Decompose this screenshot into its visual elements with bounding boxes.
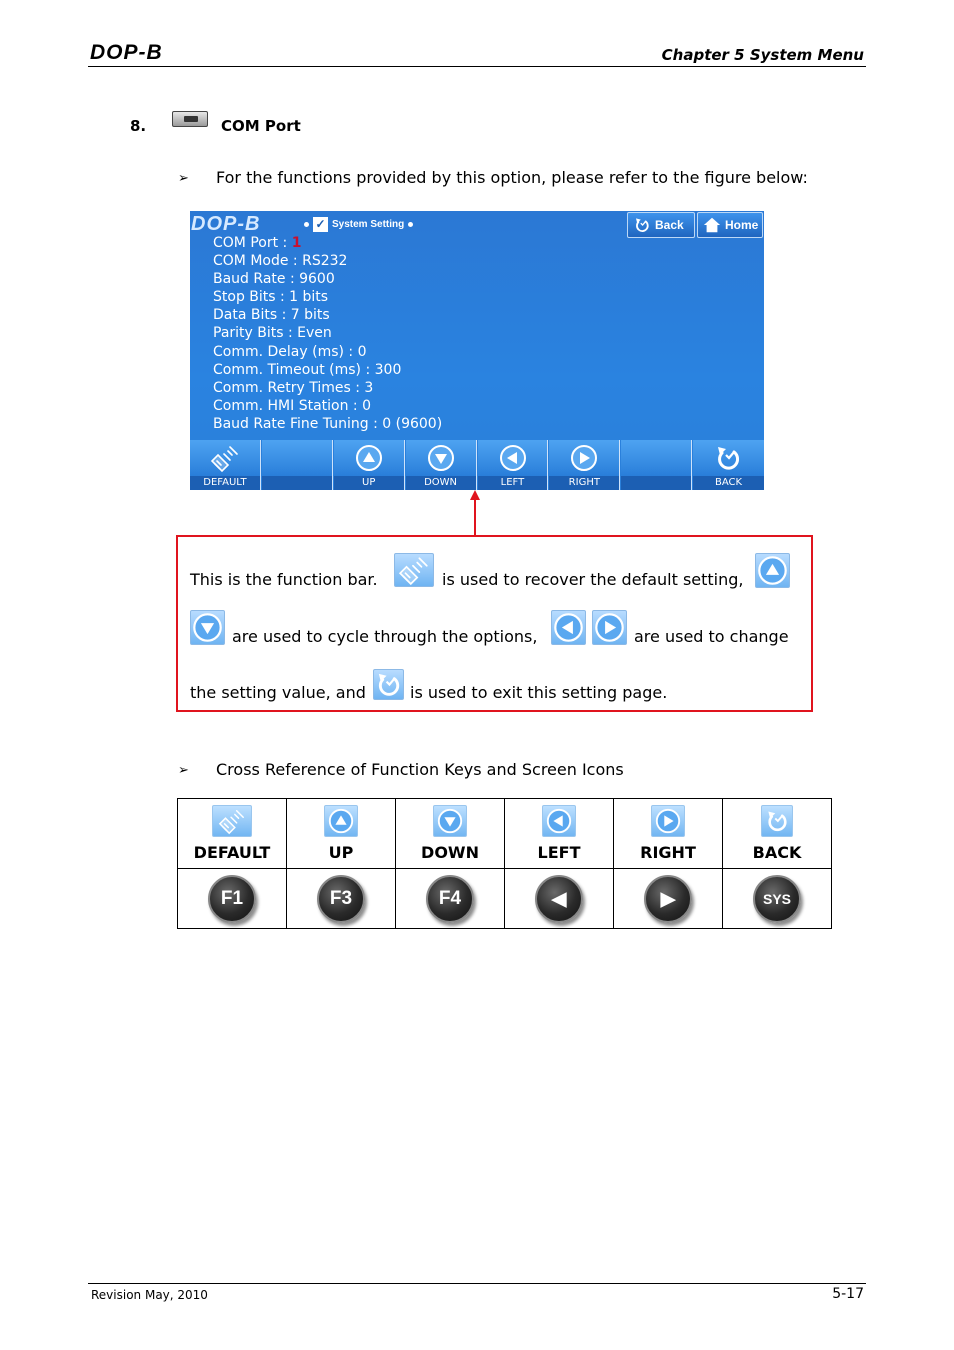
table-cell: RIGHT: [614, 799, 723, 869]
hmi-screen: [190, 211, 764, 490]
setting-line[interactable]: COM Port : 1: [213, 235, 302, 251]
table-cell: [287, 869, 396, 929]
right-key[interactable]: RIGHT: [549, 440, 620, 490]
page-number: 5-17: [832, 1286, 864, 1302]
table-cell: DOWN: [396, 799, 505, 869]
home-button[interactable]: [697, 212, 763, 238]
back-icon: [633, 216, 651, 234]
settings-list: [213, 234, 442, 433]
callout-text: is used to recover the default setting,: [442, 570, 744, 589]
home-icon: [703, 216, 721, 234]
back-key[interactable]: BACK: [693, 440, 764, 490]
left-arrow-icon: [542, 805, 576, 837]
f4-key-icon: F4: [426, 875, 474, 923]
setting-line[interactable]: Baud Rate : 9600: [213, 271, 335, 288]
arrow-line: [474, 496, 476, 536]
hmi-logo: DOP-B: [191, 213, 261, 235]
up-arrow-icon: [324, 805, 358, 837]
intro-text: For the functions provided by this option, please refer to the figure below:: [216, 168, 808, 187]
table-cell: DEFAULT: [178, 799, 287, 869]
setting-line[interactable]: Comm. HMI Station : 0: [213, 397, 371, 414]
setting-line[interactable]: Comm. Delay (ms) : 0: [213, 343, 367, 360]
selected-value: 1: [291, 235, 302, 251]
setting-line[interactable]: COM Mode : RS232: [213, 253, 348, 270]
bullet-marker: ➢: [178, 763, 189, 778]
setting-line[interactable]: Comm. Timeout (ms) : 300: [213, 361, 402, 378]
sys-key-icon: SYS: [753, 875, 801, 923]
function-bar-callout: [176, 535, 813, 712]
blank-key[interactable]: [262, 440, 333, 490]
back-icon: [713, 443, 743, 473]
down-key[interactable]: DOWN: [406, 440, 477, 490]
f1-key-icon: F1: [208, 875, 256, 923]
header-rule: [88, 66, 866, 67]
cross-reference-table: [177, 798, 832, 929]
setting-line[interactable]: Stop Bits : 1 bits: [213, 289, 329, 306]
breadcrumb-label: System Setting: [332, 219, 405, 230]
table-cell: [396, 869, 505, 929]
setting-line[interactable]: Data Bits : 7 bits: [213, 307, 330, 324]
callout-text: the setting value, and: [190, 683, 366, 702]
left-key-icon: ◀: [535, 875, 583, 923]
dop-b-logo: DOP-B: [90, 41, 163, 64]
table-cell: BACK: [723, 799, 832, 869]
left-key[interactable]: LEFT: [478, 440, 549, 490]
setting-line[interactable]: Baud Rate Fine Tuning : 0 (9600): [213, 415, 443, 432]
up-arrow-icon: [755, 553, 790, 588]
dot-icon: [408, 222, 413, 227]
checkbox-icon: ✓: [313, 217, 328, 232]
table-cell: [505, 869, 614, 929]
revision-text: Revision May, 2010: [91, 1288, 208, 1302]
back-button-label: Back: [655, 218, 684, 232]
right-arrow-icon: [592, 610, 627, 645]
dot-icon: [304, 222, 309, 227]
chapter-title: Chapter 5 System Menu: [661, 46, 864, 64]
back-icon: [761, 805, 793, 837]
table-row: [178, 799, 832, 869]
table-cell: [178, 869, 287, 929]
up-arrow-icon: [354, 443, 384, 473]
hmi-breadcrumb: [304, 217, 413, 232]
setting-line[interactable]: Parity Bits : Even: [213, 325, 332, 342]
down-arrow-icon: [426, 443, 456, 473]
callout-text: This is the function bar.: [190, 570, 378, 589]
blank-key[interactable]: [621, 440, 692, 490]
table-cell: [723, 869, 832, 929]
broom-icon: [212, 805, 252, 837]
section-title: COM Port: [221, 117, 301, 135]
broom-icon: [210, 443, 240, 473]
table-cell: LEFT: [505, 799, 614, 869]
back-button[interactable]: [627, 212, 695, 238]
default-key[interactable]: DEFAULT: [190, 440, 261, 490]
com-port-icon: [172, 111, 208, 127]
right-arrow-icon: [651, 805, 685, 837]
xref-heading: Cross Reference of Function Keys and Screen Icons: [216, 760, 624, 779]
left-arrow-icon: [498, 443, 528, 473]
right-arrow-icon: [569, 443, 599, 473]
table-cell: [614, 869, 723, 929]
footer-rule: [88, 1283, 866, 1284]
left-arrow-icon: [551, 610, 586, 645]
function-bar: [190, 440, 764, 490]
down-arrow-icon: [190, 610, 225, 645]
table-cell: UP: [287, 799, 396, 869]
back-icon: [373, 669, 404, 700]
home-button-label: Home: [725, 218, 759, 232]
section-number: 8.: [130, 117, 147, 135]
callout-text: are used to change: [634, 627, 789, 646]
setting-line[interactable]: Comm. Retry Times : 3: [213, 379, 374, 396]
callout-text: is used to exit this setting page.: [410, 683, 668, 702]
down-arrow-icon: [433, 805, 467, 837]
callout-text: are used to cycle through the options,: [232, 627, 538, 646]
f3-key-icon: F3: [317, 875, 365, 923]
right-key-icon: ▶: [644, 875, 692, 923]
table-row: [178, 869, 832, 929]
up-key[interactable]: UP: [334, 440, 405, 490]
bullet-marker: ➢: [178, 171, 189, 186]
broom-icon: [394, 553, 434, 587]
